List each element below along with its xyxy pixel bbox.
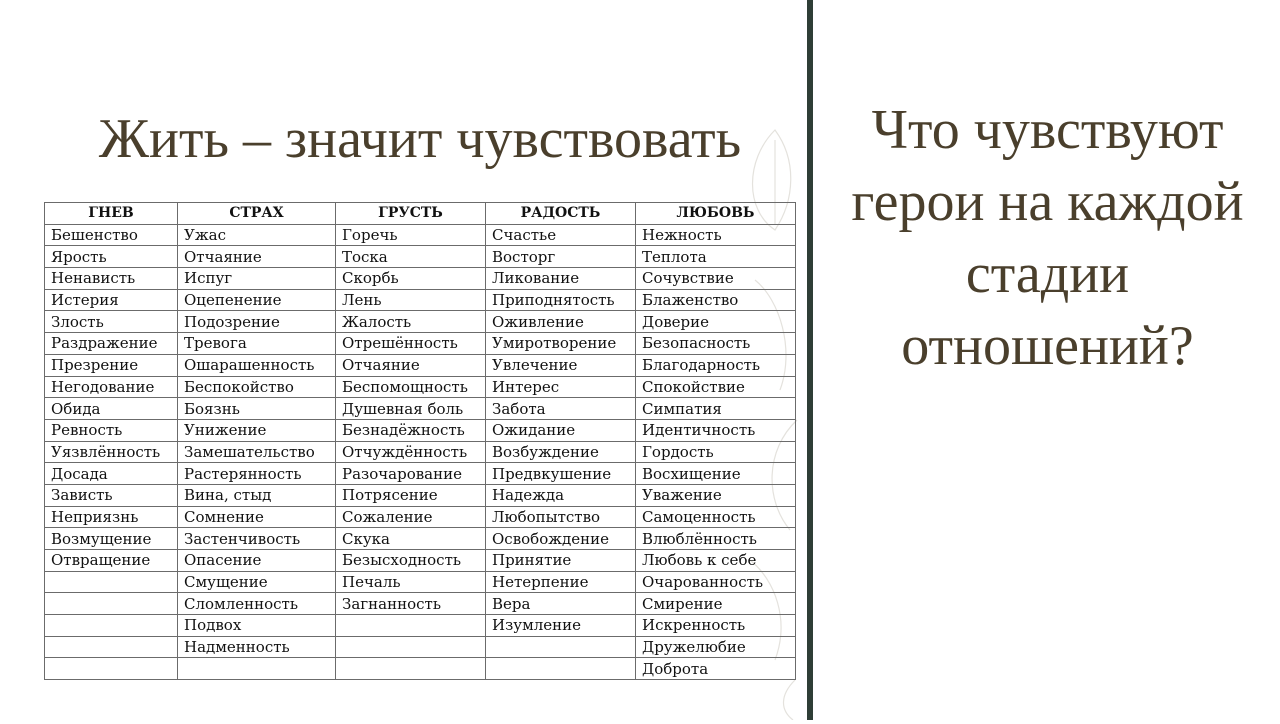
table-cell-love: Уважение xyxy=(636,484,796,506)
table-cell-joy: Умиротворение xyxy=(486,333,636,355)
table-cell-love: Самоценность xyxy=(636,506,796,528)
table-row xyxy=(45,376,796,398)
table-cell-fear: Подозрение xyxy=(178,311,336,333)
table-row xyxy=(45,571,796,593)
table-cell-anger: Неприязнь xyxy=(45,506,178,528)
table-cell-joy: Приподнятость xyxy=(486,289,636,311)
table-cell-love: Любовь к себе xyxy=(636,550,796,572)
emotions-table-container xyxy=(44,202,796,680)
table-cell-love: Блаженство xyxy=(636,289,796,311)
table-row xyxy=(45,268,796,290)
table-cell-sadness: Безысходность xyxy=(336,550,486,572)
table-cell-love: Сочувствие xyxy=(636,268,796,290)
table-row xyxy=(45,528,796,550)
table-cell-fear: Вина, стыд xyxy=(178,484,336,506)
table-cell-sadness: Жалость xyxy=(336,311,486,333)
table-cell-joy: Изумление xyxy=(486,615,636,637)
table-cell-fear: Подвох xyxy=(178,615,336,637)
table-cell-sadness: Разочарование xyxy=(336,463,486,485)
table-cell-sadness: Загнанность xyxy=(336,593,486,615)
table-cell-fear: Боязнь xyxy=(178,398,336,420)
table-cell-sadness: Печаль xyxy=(336,571,486,593)
emotions-table xyxy=(44,202,796,680)
table-cell-love: Восхищение xyxy=(636,463,796,485)
header-joy: РАДОСТЬ xyxy=(486,203,636,225)
table-cell-sadness: Скука xyxy=(336,528,486,550)
table-cell-joy: Принятие xyxy=(486,550,636,572)
table-cell-sadness: Отчаяние xyxy=(336,354,486,376)
table-cell-anger: Возмущение xyxy=(45,528,178,550)
table-cell-anger xyxy=(45,636,178,658)
table-cell-love: Гордость xyxy=(636,441,796,463)
table-row xyxy=(45,658,796,680)
header-love: ЛЮБОВЬ xyxy=(636,203,796,225)
table-cell-love: Очарованность xyxy=(636,571,796,593)
table-cell-fear: Сломленность xyxy=(178,593,336,615)
table-cell-anger: Досада xyxy=(45,463,178,485)
table-cell-anger xyxy=(45,593,178,615)
table-row xyxy=(45,441,796,463)
slide-title-left: Жить – значит чувствовать xyxy=(98,108,742,170)
table-cell-anger: Обида xyxy=(45,398,178,420)
table-cell-sadness xyxy=(336,636,486,658)
table-cell-joy: Ожидание xyxy=(486,419,636,441)
table-cell-love: Нежность xyxy=(636,224,796,246)
table-cell-sadness: Беспомощность xyxy=(336,376,486,398)
table-cell-anger: Злость xyxy=(45,311,178,333)
table-row xyxy=(45,246,796,268)
table-body xyxy=(45,224,796,679)
table-cell-sadness: Сожаление xyxy=(336,506,486,528)
table-cell-love: Влюблённость xyxy=(636,528,796,550)
table-cell-fear: Надменность xyxy=(178,636,336,658)
table-cell-fear: Замешательство xyxy=(178,441,336,463)
table-cell-joy: Интерес xyxy=(486,376,636,398)
table-cell-fear: Унижение xyxy=(178,419,336,441)
table-cell-love: Теплота xyxy=(636,246,796,268)
table-cell-joy: Оживление xyxy=(486,311,636,333)
table-cell-love: Идентичность xyxy=(636,419,796,441)
table-row xyxy=(45,463,796,485)
table-row xyxy=(45,593,796,615)
table-row xyxy=(45,354,796,376)
table-row xyxy=(45,289,796,311)
table-cell-fear: Оцепенение xyxy=(178,289,336,311)
table-row xyxy=(45,398,796,420)
table-cell-joy xyxy=(486,658,636,680)
table-row xyxy=(45,311,796,333)
table-cell-love: Доверие xyxy=(636,311,796,333)
table-cell-love: Благодарность xyxy=(636,354,796,376)
table-row xyxy=(45,615,796,637)
vertical-divider xyxy=(807,0,813,720)
header-anger: ГНЕВ xyxy=(45,203,178,225)
header-fear: СТРАХ xyxy=(178,203,336,225)
table-cell-love: Безопасность xyxy=(636,333,796,355)
table-cell-sadness xyxy=(336,615,486,637)
table-cell-joy: Предвкушение xyxy=(486,463,636,485)
table-cell-joy: Надежда xyxy=(486,484,636,506)
table-cell-joy: Счастье xyxy=(486,224,636,246)
table-cell-fear: Испуг xyxy=(178,268,336,290)
table-cell-love: Доброта xyxy=(636,658,796,680)
table-cell-sadness: Безнадёжность xyxy=(336,419,486,441)
table-cell-anger: Зависть xyxy=(45,484,178,506)
table-row xyxy=(45,224,796,246)
table-row xyxy=(45,484,796,506)
table-cell-fear: Застенчивость xyxy=(178,528,336,550)
table-cell-anger: Уязвлённость xyxy=(45,441,178,463)
slide-title-right: Что чувствуют герои на каждой стадии отношений? xyxy=(851,99,1244,377)
table-cell-anger xyxy=(45,571,178,593)
table-cell-love: Спокойствие xyxy=(636,376,796,398)
table-row xyxy=(45,636,796,658)
table-cell-fear: Беспокойство xyxy=(178,376,336,398)
table-row xyxy=(45,506,796,528)
table-cell-joy xyxy=(486,636,636,658)
table-cell-sadness: Потрясение xyxy=(336,484,486,506)
table-cell-anger xyxy=(45,658,178,680)
table-cell-fear: Опасение xyxy=(178,550,336,572)
table-cell-anger: Отвращение xyxy=(45,550,178,572)
table-cell-love: Дружелюбие xyxy=(636,636,796,658)
table-cell-joy: Любопытство xyxy=(486,506,636,528)
table-cell-love: Искренность xyxy=(636,615,796,637)
table-cell-fear: Тревога xyxy=(178,333,336,355)
table-cell-joy: Восторг xyxy=(486,246,636,268)
table-cell-sadness: Отчуждённость xyxy=(336,441,486,463)
table-cell-love: Симпатия xyxy=(636,398,796,420)
table-cell-fear: Отчаяние xyxy=(178,246,336,268)
table-cell-anger: Раздражение xyxy=(45,333,178,355)
table-cell-anger: Истерия xyxy=(45,289,178,311)
table-row xyxy=(45,550,796,572)
table-cell-fear: Смущение xyxy=(178,571,336,593)
table-cell-sadness: Лень xyxy=(336,289,486,311)
table-row xyxy=(45,419,796,441)
table-cell-love: Смирение xyxy=(636,593,796,615)
table-row xyxy=(45,333,796,355)
table-cell-sadness: Душевная боль xyxy=(336,398,486,420)
table-cell-joy: Возбуждение xyxy=(486,441,636,463)
table-cell-sadness: Горечь xyxy=(336,224,486,246)
table-cell-anger: Бешенство xyxy=(45,224,178,246)
table-cell-sadness: Отрешённость xyxy=(336,333,486,355)
table-cell-fear xyxy=(178,658,336,680)
table-cell-anger: Негодование xyxy=(45,376,178,398)
table-cell-sadness: Скорбь xyxy=(336,268,486,290)
table-cell-anger: Ярость xyxy=(45,246,178,268)
table-cell-anger: Презрение xyxy=(45,354,178,376)
table-cell-fear: Ужас xyxy=(178,224,336,246)
table-cell-fear: Ошарашенность xyxy=(178,354,336,376)
table-cell-joy: Вера xyxy=(486,593,636,615)
table-cell-anger xyxy=(45,615,178,637)
table-cell-fear: Сомнение xyxy=(178,506,336,528)
table-cell-joy: Ликование xyxy=(486,268,636,290)
table-cell-joy: Увлечение xyxy=(486,354,636,376)
table-cell-joy: Забота xyxy=(486,398,636,420)
table-cell-joy: Освобождение xyxy=(486,528,636,550)
header-sadness: ГРУСТЬ xyxy=(336,203,486,225)
table-cell-joy: Нетерпение xyxy=(486,571,636,593)
table-cell-anger: Ненависть xyxy=(45,268,178,290)
table-cell-fear: Растерянность xyxy=(178,463,336,485)
table-header-row xyxy=(45,203,796,225)
table-cell-sadness: Тоска xyxy=(336,246,486,268)
table-cell-sadness xyxy=(336,658,486,680)
table-cell-anger: Ревность xyxy=(45,419,178,441)
